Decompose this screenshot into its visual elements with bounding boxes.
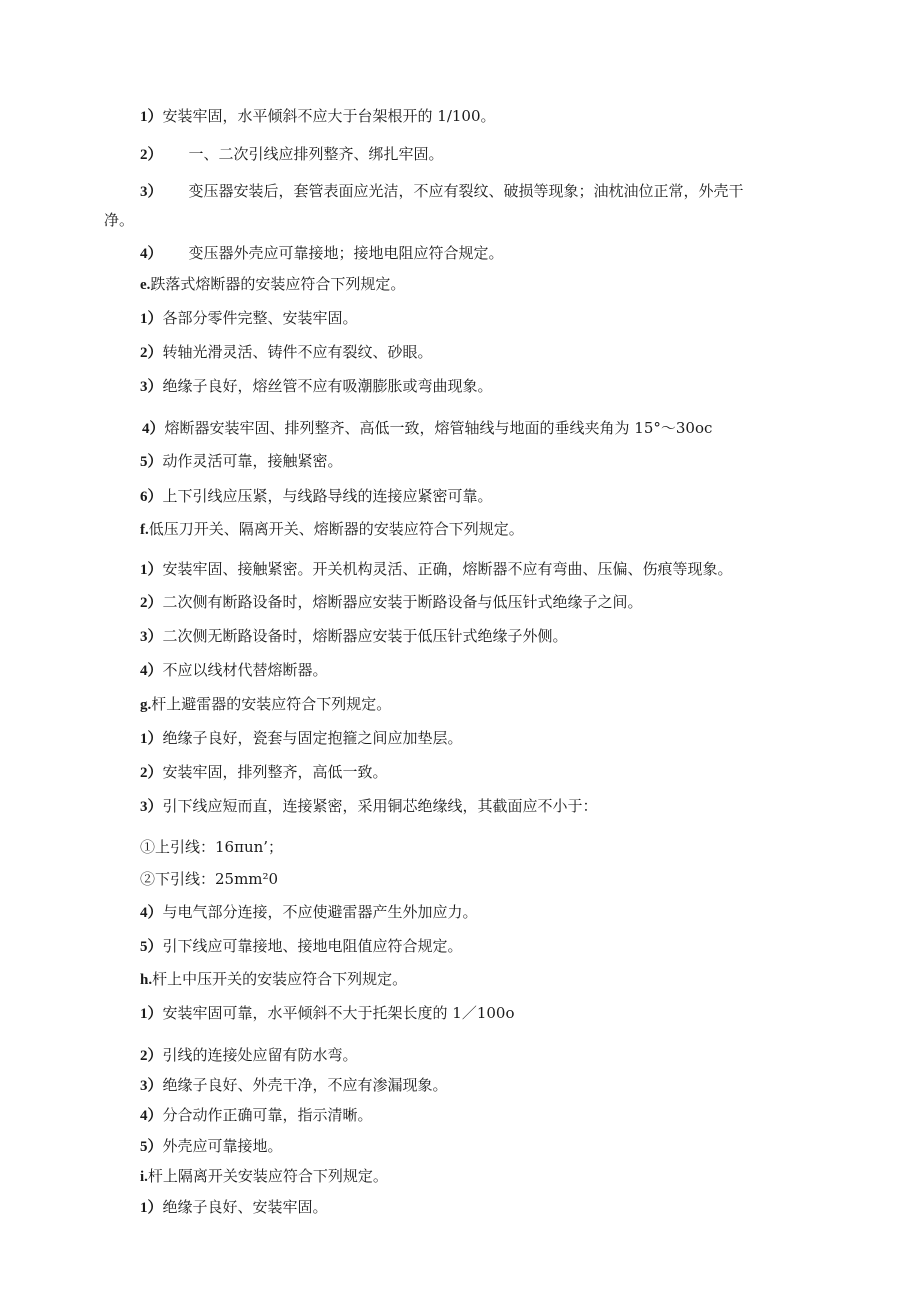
item-text: 外壳应可靠接地。 bbox=[162, 1137, 283, 1155]
item-number: 4） bbox=[140, 246, 163, 262]
item-number: 4） bbox=[140, 1108, 163, 1124]
list-item bbox=[140, 181, 744, 202]
section-heading bbox=[140, 519, 524, 540]
item-text: 绝缘子良好、安装牢固。 bbox=[162, 1198, 328, 1216]
list-item bbox=[140, 936, 463, 957]
sub-item bbox=[140, 869, 278, 889]
list-item bbox=[140, 144, 444, 165]
item-number: 2） bbox=[140, 765, 163, 781]
item-number: 4） bbox=[140, 663, 163, 679]
item-number: 3） bbox=[140, 1078, 163, 1094]
list-item bbox=[140, 762, 388, 783]
section-heading bbox=[140, 1166, 388, 1187]
item-text: 引下线应可靠接地、接地电阻值应符合规定。 bbox=[162, 937, 463, 955]
item-number: 5） bbox=[140, 939, 163, 955]
section-letter: i. bbox=[140, 1169, 148, 1185]
item-text: 安装牢固、接触紧密。开关机构灵活、正确，熔断器不应有弯曲、压偏、伤痕等现象。 bbox=[162, 560, 733, 578]
item-number: 6） bbox=[140, 489, 163, 505]
list-item bbox=[140, 1045, 358, 1066]
list-item bbox=[140, 243, 504, 264]
item-text: 熔断器安装牢固、排列整齐、高低一致，熔管轴线与地面的垂线夹角为 15°～30oc bbox=[164, 419, 713, 437]
item-number: 3） bbox=[140, 629, 163, 645]
list-item bbox=[140, 1136, 283, 1157]
item-text: 转轴光滑灵活、铸件不应有裂纹、砂眼。 bbox=[162, 343, 433, 361]
item-number: 5） bbox=[140, 454, 163, 470]
section-letter: h. bbox=[140, 972, 153, 988]
list-item bbox=[140, 1003, 515, 1024]
sub-item bbox=[140, 837, 283, 857]
list-item-continuation bbox=[104, 210, 134, 230]
section-heading bbox=[140, 274, 405, 295]
list-item bbox=[140, 486, 493, 507]
item-text: 二次侧有断路设备时，熔断器应安装于断路设备与低压针式绝缘子之间。 bbox=[162, 593, 643, 611]
item-number: 2） bbox=[140, 345, 163, 361]
section-heading bbox=[140, 969, 407, 990]
item-text: 安装牢固，水平倾斜不应大于台架根开的 1/100。 bbox=[162, 107, 496, 125]
item-text: ①上引线：16πun’； bbox=[140, 838, 284, 856]
list-item bbox=[140, 451, 343, 472]
list-item bbox=[140, 592, 643, 613]
item-text: 动作灵活可靠，接触紧密。 bbox=[162, 452, 343, 470]
item-text: 各部分零件完整、安装牢固。 bbox=[162, 309, 358, 327]
item-number: 4） bbox=[142, 421, 165, 437]
section-letter: g. bbox=[140, 697, 152, 713]
item-number: 1） bbox=[140, 1200, 163, 1216]
item-number: 5） bbox=[140, 1139, 163, 1155]
section-text: 跌落式熔断器的安装应符合下列规定。 bbox=[150, 275, 406, 293]
item-text: 变压器安装后，套管表面应光洁，不应有裂纹、破损等现象；油枕油位正常，外壳干 bbox=[188, 182, 744, 200]
item-number: 2） bbox=[140, 595, 163, 611]
section-text: 低压刀开关、隔离开关、熔断器的安装应符合下列规定。 bbox=[148, 520, 524, 538]
list-item bbox=[140, 902, 478, 923]
section-text: 杆上中压开关的安装应符合下列规定。 bbox=[152, 970, 408, 988]
list-item bbox=[140, 559, 733, 580]
list-item bbox=[140, 626, 568, 647]
section-heading bbox=[140, 694, 391, 715]
item-number: 1） bbox=[140, 562, 163, 578]
section-text: 杆上隔离开关安装应符合下列规定。 bbox=[147, 1167, 388, 1185]
item-text: 引线的连接处应留有防水弯。 bbox=[162, 1046, 358, 1064]
item-number: 4） bbox=[140, 905, 163, 921]
item-text: 净。 bbox=[104, 211, 135, 229]
list-item bbox=[140, 1105, 373, 1126]
item-number: 1） bbox=[140, 311, 163, 327]
section-letter: e. bbox=[140, 277, 151, 293]
list-item bbox=[140, 376, 493, 397]
item-number: 1） bbox=[140, 1006, 163, 1022]
item-text: 绝缘子良好、外壳干净，不应有渗漏现象。 bbox=[162, 1076, 448, 1094]
item-number: 2） bbox=[140, 1048, 163, 1064]
list-item bbox=[142, 418, 712, 439]
list-item bbox=[140, 342, 433, 363]
item-number: 3） bbox=[140, 184, 163, 200]
item-number: 1） bbox=[140, 109, 163, 125]
item-text: 安装牢固可靠，水平倾斜不大于托架长度的 1／100o bbox=[162, 1004, 515, 1022]
list-item bbox=[140, 660, 328, 681]
item-text: 二次侧无断路设备时，熔断器应安装于低压针式绝缘子外侧。 bbox=[162, 627, 568, 645]
item-text: 上下引线应压紧，与线路导线的连接应紧密可靠。 bbox=[162, 487, 493, 505]
list-item bbox=[140, 796, 598, 817]
item-number: 1） bbox=[140, 731, 163, 747]
item-text: 与电气部分连接，不应使避雷器产生外加应力。 bbox=[162, 903, 478, 921]
list-item bbox=[140, 728, 463, 749]
section-letter: f. bbox=[140, 522, 149, 538]
item-text: 安装牢固，排列整齐，高低一致。 bbox=[162, 763, 388, 781]
item-text: ②下引线：25mm²0 bbox=[140, 870, 279, 888]
list-item bbox=[140, 106, 496, 127]
item-number: 3） bbox=[140, 799, 163, 815]
section-text: 杆上避雷器的安装应符合下列规定。 bbox=[151, 695, 392, 713]
item-text: 绝缘子良好，瓷套与固定抱箍之间应加垫层。 bbox=[162, 729, 463, 747]
item-text: 不应以线材代替熔断器。 bbox=[162, 661, 328, 679]
list-item bbox=[140, 308, 358, 329]
item-text: 变压器外壳应可靠接地；接地电阻应符合规定。 bbox=[188, 244, 504, 262]
list-item bbox=[140, 1197, 328, 1218]
item-text: 引下线应短而直，连接紧密，采用铜芯绝缘线，其截面应不小于： bbox=[162, 797, 598, 815]
item-text: 一、二次引线应排列整齐、绑扎牢固。 bbox=[188, 145, 444, 163]
list-item bbox=[140, 1075, 448, 1096]
item-text: 绝缘子良好，熔丝管不应有吸潮膨胀或弯曲现象。 bbox=[162, 377, 493, 395]
item-number: 2） bbox=[140, 147, 163, 163]
item-number: 3） bbox=[140, 379, 163, 395]
item-text: 分合动作正确可靠，指示清晰。 bbox=[162, 1106, 373, 1124]
